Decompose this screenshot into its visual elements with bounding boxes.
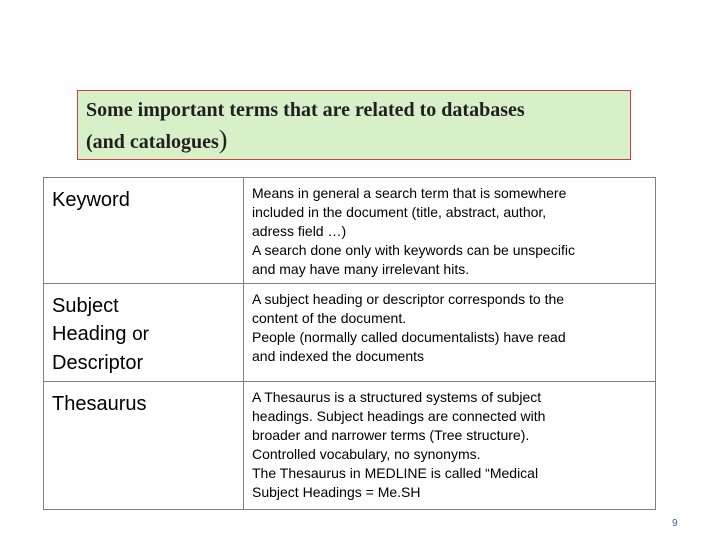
term-thesaurus: Thesaurus [44,382,244,510]
definition-subject-heading [244,284,656,382]
definition-line: Controlled vocabulary, no synonyms. [252,446,481,462]
term-or-word: or [132,324,149,345]
title-line-1: Some important terms that are related to databases [86,99,525,121]
definition-line: People (normally called documentalists) have read [252,329,566,345]
definition-line: Means in general a search term that is somewhere [252,185,567,201]
term-heading-word: Heading [52,323,127,345]
definition-line: and may have many irrelevant hits. [252,261,470,277]
definition-thesaurus [244,382,656,510]
definition-line: A subject heading or descriptor corresponds to the [252,291,565,307]
definition-line: included in the document (title, abstract, author, [252,204,547,220]
title-line-2-text: (and catalogues [86,131,219,153]
definition-line: headings. Subject headings are connected with [252,408,546,424]
title-closing-paren: ) [218,125,228,154]
definition-line: A search done only with keywords can be unspecific [252,242,575,258]
term-line [52,320,237,349]
definition-line: adress field …) [252,223,347,239]
definition-line: The Thesaurus in MEDLINE is called “Medical [252,465,539,481]
definition-line: A Thesaurus is a structured systems of subject [252,389,542,405]
table-row [44,284,656,382]
table-row [44,382,656,510]
term-keyword: Keyword [44,178,244,284]
definition-keyword [244,178,656,284]
page-number: 9 [672,518,678,529]
table-row [44,178,656,284]
term-line: Descriptor [52,352,144,374]
definition-line: content of the document. [252,310,407,326]
term-line: Subject [52,295,119,317]
term-subject-heading [44,284,244,382]
definition-line: Subject Headings = Me.SH [252,484,421,500]
terms-table [43,177,656,510]
title-line-2 [86,125,622,157]
definition-line: broader and narrower terms (Tree structure). [252,427,530,443]
title-box [77,90,631,160]
definition-line: and indexed the documents [252,348,425,364]
